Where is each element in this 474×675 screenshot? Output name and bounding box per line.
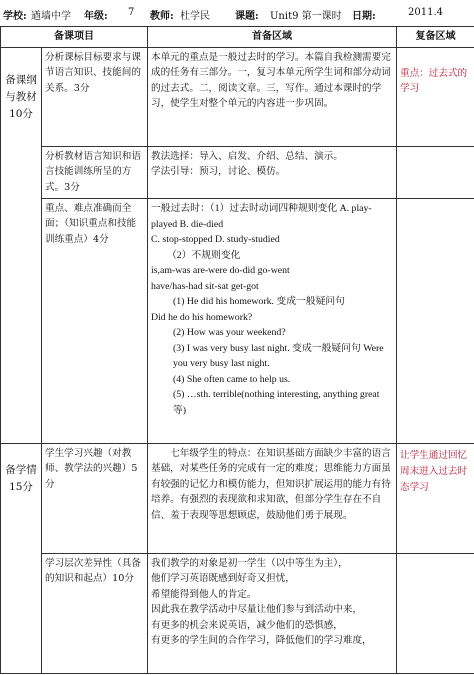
date-label: 日期: bbox=[352, 11, 376, 22]
content-cell bbox=[148, 199, 397, 444]
content-line: 因此我在教学活动中尽量让他们参与到活动中来， bbox=[151, 604, 363, 616]
grammar-line: C. stop-stopped D. study-studied bbox=[151, 234, 280, 245]
teacher-label: 教师: bbox=[150, 11, 174, 22]
teacher-value: 杜学民 bbox=[180, 11, 210, 22]
grammar-line: （2）不规则变化 bbox=[167, 249, 241, 261]
header-first-prep: 首备区域 bbox=[148, 27, 397, 48]
table-row bbox=[1, 147, 474, 199]
grammar-line: Did he do his homework? bbox=[151, 311, 253, 323]
content-line: 希望能得到他人的肯定。 bbox=[151, 588, 257, 600]
grammar-line: (3) I was very busy last night. 变成一般疑问句 Were you very busy last night. bbox=[173, 342, 384, 369]
table-row bbox=[1, 199, 474, 444]
content-cell bbox=[148, 147, 397, 199]
review-note: 重点：过去式的学习 bbox=[397, 48, 474, 147]
item-cell: 分析课标目标要求与课节语言知识、技能间的关系。3分 bbox=[42, 48, 148, 147]
grammar-line: 一般过去时：（1）过去时动词四种规则变化 A. play-played B. die-died bbox=[151, 203, 372, 230]
item-cell: 重点、难点准确而全面；（知识重点和技能训练重点）4分 bbox=[42, 199, 148, 444]
school-value: 遒墙中学 bbox=[31, 11, 71, 22]
content-line: 学法引导：预习，讨论、模仿。 bbox=[151, 166, 286, 178]
topic-label: 课题: bbox=[235, 11, 259, 22]
content-cell bbox=[148, 554, 397, 674]
header-prep-items: 备课项目 bbox=[1, 27, 148, 48]
table-row bbox=[1, 48, 474, 147]
lesson-plan-table bbox=[0, 26, 474, 674]
date-value: 2011.4 bbox=[408, 7, 443, 18]
header-review-prep: 复备区域 bbox=[397, 27, 474, 48]
table-row bbox=[1, 554, 474, 674]
grade-value: 7 bbox=[128, 7, 135, 18]
section-title-syllabus: 备课纲与教材10分 bbox=[1, 48, 42, 444]
content-line: 有更多的学生间的合作学习，降低他们的学习难度， bbox=[151, 635, 372, 647]
review-cell bbox=[397, 199, 474, 444]
content-line: 教法选择：导入、启发、介绍、总结、演示。 bbox=[151, 151, 343, 162]
section-title-learners: 备学情15分 bbox=[1, 444, 42, 674]
grammar-line: (5) …sth. terrible(nothing interesting, anything great 等) bbox=[173, 389, 380, 416]
grammar-line: (2) How was your weekend? bbox=[173, 327, 286, 338]
item-cell: 分析教材语言知识和语言技能训练所呈的方式。3分 bbox=[42, 147, 148, 199]
review-cell bbox=[397, 147, 474, 199]
content-cell: 本单元的重点是一般过去时的学习。本篇自我检测需要完成的任务有三部分。一，复习本单元所学生词和部分动词的过去式。二，阅读文章。三，写作。通过本课时的学习，使学生对整个单元的内容进一步巩固。 bbox=[148, 48, 397, 147]
item-cell: 学生学习兴趣（对教师、教学法的兴趣）5分 bbox=[42, 444, 148, 554]
topic-value: Unit9 第一课时 bbox=[270, 11, 342, 22]
content-line: 我们教学的对象是初一学生（以中等生为主）， bbox=[151, 558, 348, 569]
table-header-row bbox=[1, 27, 474, 48]
grammar-line: (4) She often came to help us. bbox=[173, 373, 291, 385]
review-note: 让学生通过回忆周末进入过去时态学习 bbox=[397, 444, 474, 554]
review-cell bbox=[397, 554, 474, 674]
grammar-line: have/has-had sit-sat get-got bbox=[151, 280, 259, 292]
content-cell: 七年级学生的特点：在知识基础方面缺少丰富的语言基础，对某些任务的完成有一定的难度；思维能力方面虽有较强的记忆力和模仿能力，但知识扩展运用的能力有待培养。有强烈的表现欲和求知欲，但部分学生存在不自信、羞于表现等思想顾虑，鼓励他们勇于展现。 bbox=[148, 444, 397, 554]
content-line: 他们学习英语既感到好奇又担忧， bbox=[151, 573, 295, 585]
school-label: 学校: bbox=[3, 11, 27, 22]
table-row bbox=[1, 444, 474, 554]
item-cell: 学习层次差异性（具备的知识和起点）10分 bbox=[42, 554, 148, 674]
document-header bbox=[0, 0, 474, 26]
content-line: 有更多的机会来说英语，减少他们的恐惧感， bbox=[151, 619, 343, 631]
grammar-line: is,am-was are-were do-did go-went bbox=[151, 265, 290, 276]
grade-label: 年级: bbox=[84, 11, 108, 22]
grammar-line: (1) He did his homework. 变成一般疑问句 bbox=[173, 296, 345, 307]
